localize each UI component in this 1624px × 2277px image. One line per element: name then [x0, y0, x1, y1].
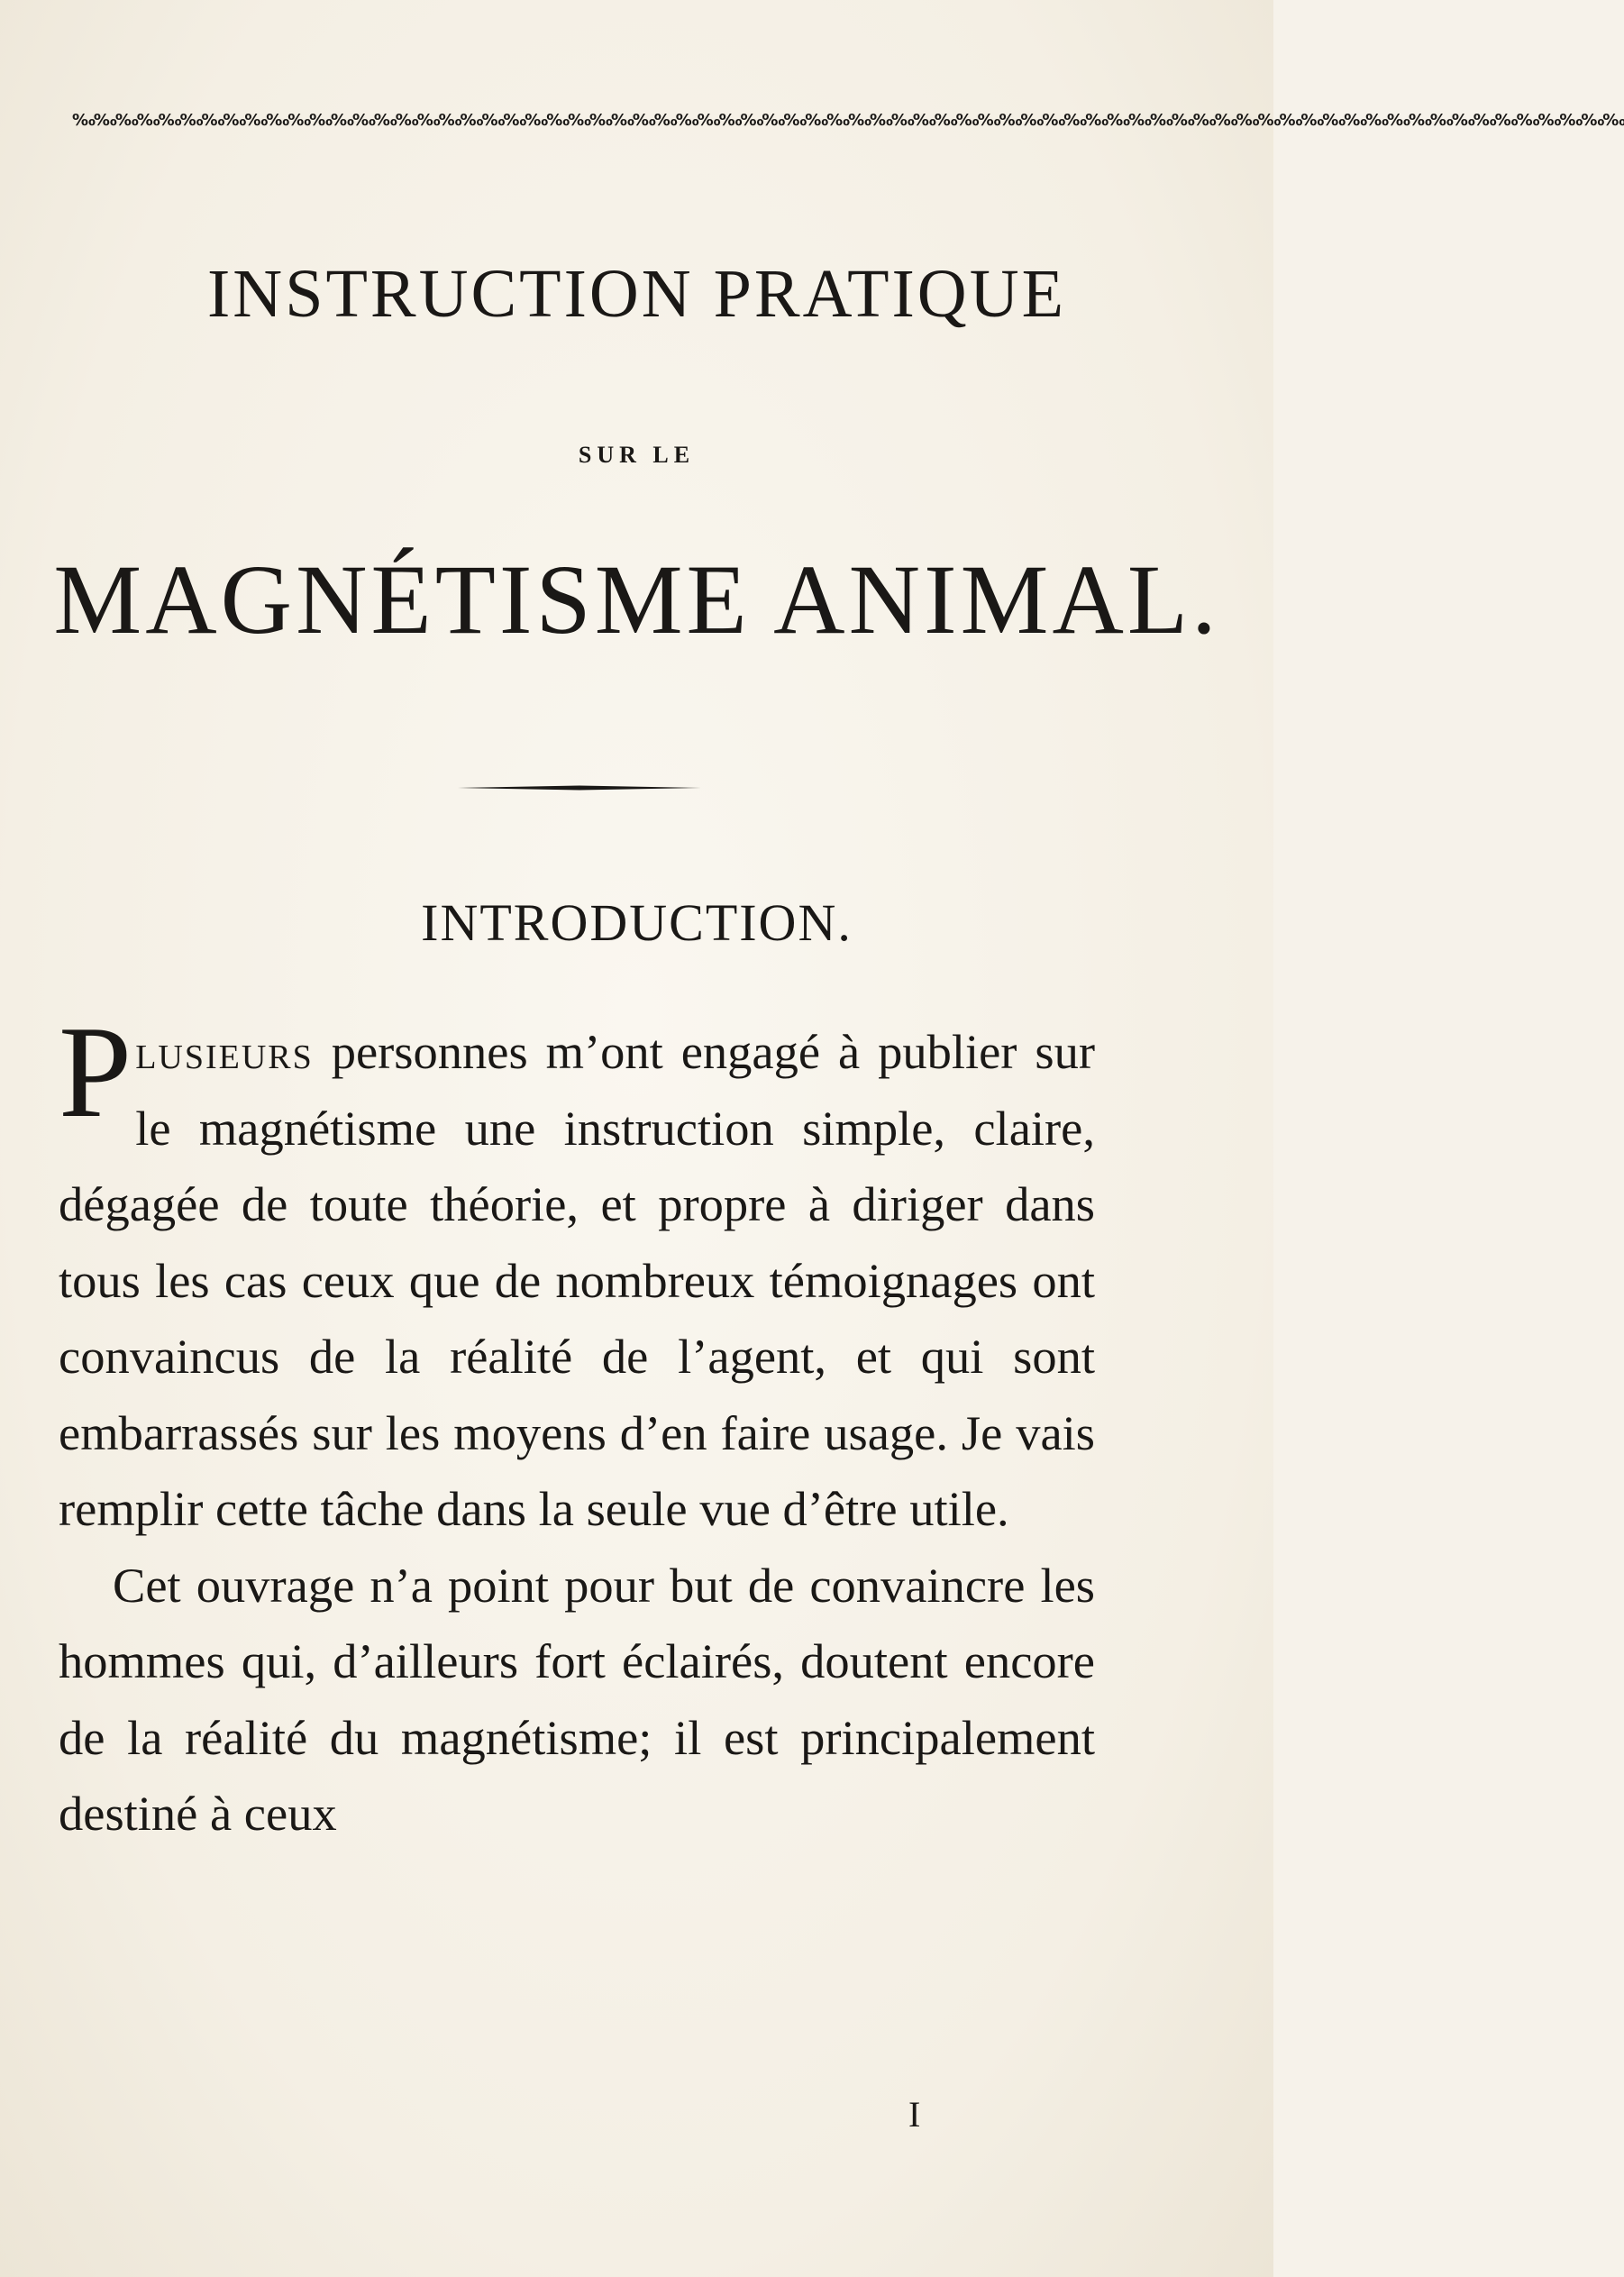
- body-text: [59, 999, 1095, 1852]
- title-divider-line: [458, 785, 701, 791]
- title-connector: SUR LE: [578, 442, 696, 468]
- page-title: MAGNÉTISME ANIMAL.: [53, 544, 1220, 654]
- section-heading: INTRODUCTION.: [421, 893, 853, 952]
- header-ornament-rule: ‰‰‰‰‰‰‰‰‰‰‰‰‰‰‰‰‰‰‰‰‰‰‰‰‰‰‰‰‰‰‰‰‰‰‰‰‰‰‰‰‰‰‰‰‰‰‰‰‰‰‰‰‰‰‰‰‰‰‰‰‰‰‰‰‰‰‰‰‰‰‰‰: [72, 111, 1624, 130]
- drop-cap: P: [59, 999, 132, 1145]
- paragraph-1: [59, 999, 1095, 1548]
- page-number: I: [908, 2094, 921, 2135]
- paragraph-1-text: personnes m’ont engagé à publier sur le magnétisme une instruction simple, claire, dégagée de toute théorie, et propre à diriger dans tous les cas ceux que de nombreux témoignages ont convaincus de la réalité de l’agent, et qui sont embarrassés sur les moyens d’en faire usage. Je vais remplir cette tâche dans la seule vue d’être utile.: [59, 1024, 1095, 1536]
- paragraph-2: Cet ouvrage n’a point pour but de convaincre les hommes qui, d’ailleurs fort éclairés, doutent encore de la réalité du magnétisme; il est principalement destiné à ceux: [59, 1557, 1095, 1841]
- opening-small-caps: lusieurs: [135, 1024, 314, 1079]
- title-line-1: INSTRUCTION PRATIQUE: [207, 256, 1066, 332]
- title-divider: [458, 785, 701, 791]
